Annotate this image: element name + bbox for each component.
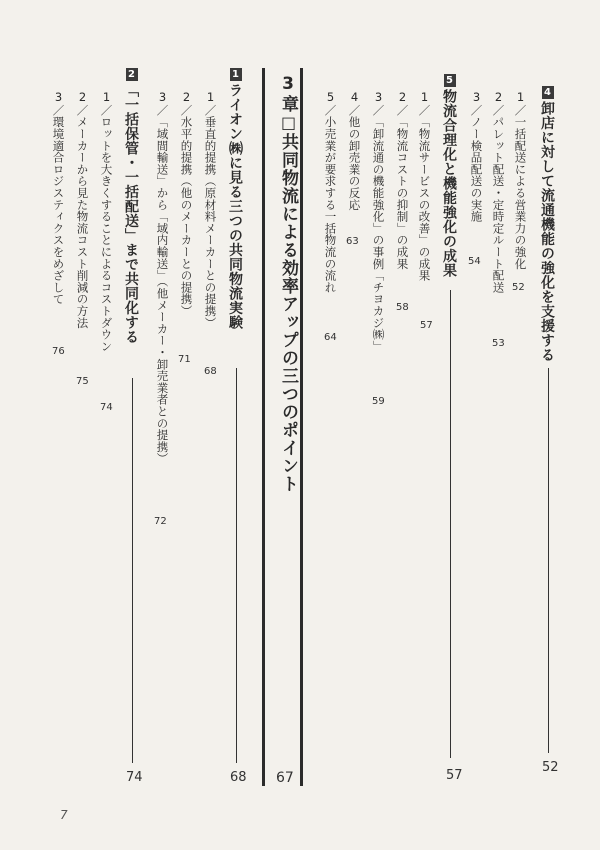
s4-item-3: 3／ノー検品配送の実施 — [469, 90, 484, 223]
section-4-leader-line — [548, 368, 549, 753]
chapter-3-title: 共同物流による効率アップの三つのポイント — [278, 133, 298, 493]
s2-item-1: 1／ロットを大きくすることによるコストダウン — [99, 90, 114, 353]
chapter-rule-left — [262, 68, 265, 786]
section-5-page: 57 — [446, 768, 463, 783]
s4-item-2: 2／パレット配送・定時定ルート配送 — [491, 90, 506, 294]
chapter-3-square-icon: □ — [279, 113, 298, 133]
section-2-leader-line — [132, 378, 133, 763]
section-4-badge: 4 — [542, 86, 553, 99]
s5-item-3: 3／「卸流通の機能強化」の事例「チヨカジ㈱」 — [371, 90, 386, 353]
s5-item-4: 4／他の卸売業の反応 — [347, 90, 362, 211]
page-number: 7 — [60, 808, 68, 822]
s2-item-2-page: 75 — [76, 376, 89, 387]
s2-item-2: 2／メーカーから見た物流コスト削減の方法 — [75, 90, 90, 329]
section-5-title: 物流合理化と機能強化の成果 — [441, 89, 457, 278]
s5-item-1: 1／「物流サービスの改善」の成果 — [417, 90, 432, 282]
section-4-title: 卸店に対して流通機能の強化を支援する — [539, 101, 555, 362]
section-5-heading — [442, 74, 456, 278]
chapter-3-prefix: 3章 — [278, 74, 298, 113]
section-1-page: 68 — [230, 770, 247, 785]
section-1-title: ライオン㈱に見る三つの共同物流実験 — [227, 83, 243, 330]
s4-item-1: 1／一括配送による営業力の強化 — [513, 90, 528, 270]
s1-item-2: 2／水平的提携（他のメーカーとの提携） — [179, 90, 194, 317]
section-5-leader-line — [450, 290, 451, 758]
s4-item-3-page: 54 — [468, 256, 481, 267]
section-4-page: 52 — [542, 760, 559, 775]
s2-item-3-page: 76 — [52, 346, 65, 357]
s5-item-2: 2／「物流コストの抑制」の成果 — [395, 90, 410, 270]
s5-item-5: 5／小売業が要求する一括物流の流れ — [323, 90, 338, 294]
s1-item-1: 1／垂直的提携（原材料メーカーとの提携） — [203, 90, 218, 329]
section-1-leader-line — [236, 368, 237, 763]
s1-item-3: 3／「域間輸送」から「域内輸送」（他メーカー・卸売業者との提携） — [155, 90, 170, 465]
s5-item-2-page: 58 — [396, 302, 409, 313]
chapter-3-heading — [276, 74, 301, 493]
section-4-heading — [540, 86, 554, 362]
section-2-badge: 2 — [126, 68, 137, 81]
section-5-badge: 5 — [444, 74, 455, 87]
section-2-title: 「一括保管・一括配送」まで共同化する — [123, 83, 139, 344]
section-1-heading — [228, 68, 242, 330]
s1-item-1-page: 68 — [204, 366, 217, 377]
s5-item-1-page: 57 — [420, 320, 433, 331]
chapter-3-page: 67 — [276, 770, 294, 786]
s4-item-1-page: 52 — [512, 282, 525, 293]
section-2-heading — [124, 68, 138, 344]
s5-item-5-page: 64 — [324, 332, 337, 343]
s1-item-3-page: 72 — [154, 516, 167, 527]
section-2-page: 74 — [126, 770, 143, 785]
s4-item-2-page: 53 — [492, 338, 505, 349]
s5-item-3-page: 59 — [372, 396, 385, 407]
s1-item-2-page: 71 — [178, 354, 191, 365]
s5-item-4-page: 63 — [346, 236, 359, 247]
s2-item-3: 3／環境適合ロジスティクスをめざして — [51, 90, 66, 305]
section-1-badge: 1 — [230, 68, 241, 81]
s2-item-1-page: 74 — [100, 402, 113, 413]
